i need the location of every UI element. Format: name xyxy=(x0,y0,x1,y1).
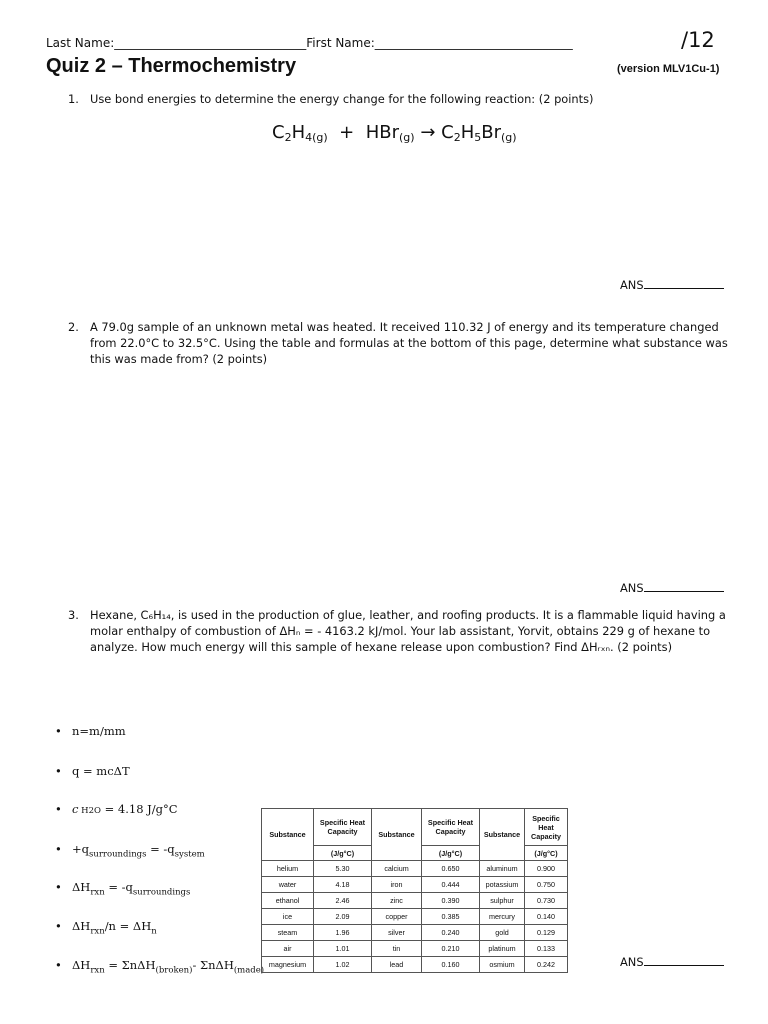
version-label: (version MLV1Cu-1) xyxy=(617,63,720,75)
answer-line[interactable] xyxy=(644,953,724,966)
question-2 xyxy=(68,319,728,367)
answer-field-1[interactable]: ANS xyxy=(620,276,724,292)
formula-heat: • q = mcΔT xyxy=(55,764,130,778)
table-row: helium 5.30 calcium 0.650 aluminum 0.900 xyxy=(262,861,568,877)
table-row: air 1.01 tin 0.210 platinum 0.133 xyxy=(262,941,568,957)
formula-water-heat-capacity: • c H2O = 4.18 J/g°C xyxy=(55,802,178,816)
score-total: /12 xyxy=(681,28,715,52)
formula-rxn-heat: • $\Delta H_{rxn} = -q_{surroundings}$ xyxy=(55,880,191,898)
answer-field-2[interactable]: ANS xyxy=(620,579,724,595)
last-name-field[interactable]: Last Name:________________________________ xyxy=(46,36,307,50)
page-title: Quiz 2 – Thermochemistry xyxy=(46,55,297,77)
question-text: Hexane, C₆H₁₄, is used in the production of glue, leather, and roofing products. It is a flammable liquid having a molar enthalpy of combustion of ΔHₙ = - 4163.2 kJ/mol. Your lab assistant, Yorvit, obtains 229 g of hexane to analyze. How much energy will this sample of hexane release upon combustion? Find ΔHᵣₓₙ. (2 points) xyxy=(90,608,726,654)
answer-line[interactable] xyxy=(644,276,724,289)
answer-line[interactable] xyxy=(644,579,724,592)
first-name-field[interactable]: First Name:_________________________________ xyxy=(306,36,573,50)
table-row: ethanol 2.46 zinc 0.390 sulphur 0.730 xyxy=(262,893,568,909)
question-number: 2. xyxy=(68,320,79,334)
question-3 xyxy=(68,607,728,655)
table-units-row: (J/g°C) (J/g°C) (J/g°C) xyxy=(262,846,568,861)
table-row: water 4.18 iron 0.444 potassium 0.750 xyxy=(262,877,568,893)
specific-heat-table xyxy=(261,808,568,973)
question-number: 1. xyxy=(68,92,79,106)
answer-field-3[interactable]: ANS xyxy=(620,953,724,969)
table-row: magnesium 1.02 lead 0.160 osmium 0.242 xyxy=(262,957,568,973)
question-text: Use bond energies to determine the energy change for the following reaction: (2 points) xyxy=(90,92,594,106)
question-number: 3. xyxy=(68,608,79,622)
table-row: steam 1.96 silver 0.240 gold 0.129 xyxy=(262,925,568,941)
reaction-equation: $C_2H_{4(g)} + HBr_{(g)} \to C_2H_5Br_{(g)}$ xyxy=(272,122,517,144)
arrow-icon: → xyxy=(420,122,436,143)
formula-molar-enthalpy: • $\Delta H_{rxn}/n = \Delta H_n$ xyxy=(55,919,157,937)
question-text: A 79.0g sample of an unknown metal was heated. It received 110.32 J of energy and its temperature changed from 22.0°C to 32.5°C. Using the table and formulas at the bottom of this page, determine what substance was this was made from? (2 points) xyxy=(90,320,728,366)
name-fields xyxy=(46,36,573,50)
formula-moles: • n=m/mm xyxy=(55,724,126,738)
question-1 xyxy=(68,91,728,107)
table-row: ice 2.09 copper 0.385 mercury 0.140 xyxy=(262,909,568,925)
formula-surroundings: • $+q_{surroundings} = -q_{system}$ xyxy=(55,842,205,860)
table-header-row: Substance Specific Heat Capacity Substance Specific Heat Capacity Substance Specific Heat Capacity xyxy=(262,809,568,846)
formula-bond-energy: • $\Delta H_{rxn} = \Sigma n\Delta H_{(broken)}-$ ΣnΔH$_{(made)}$ xyxy=(55,958,265,976)
